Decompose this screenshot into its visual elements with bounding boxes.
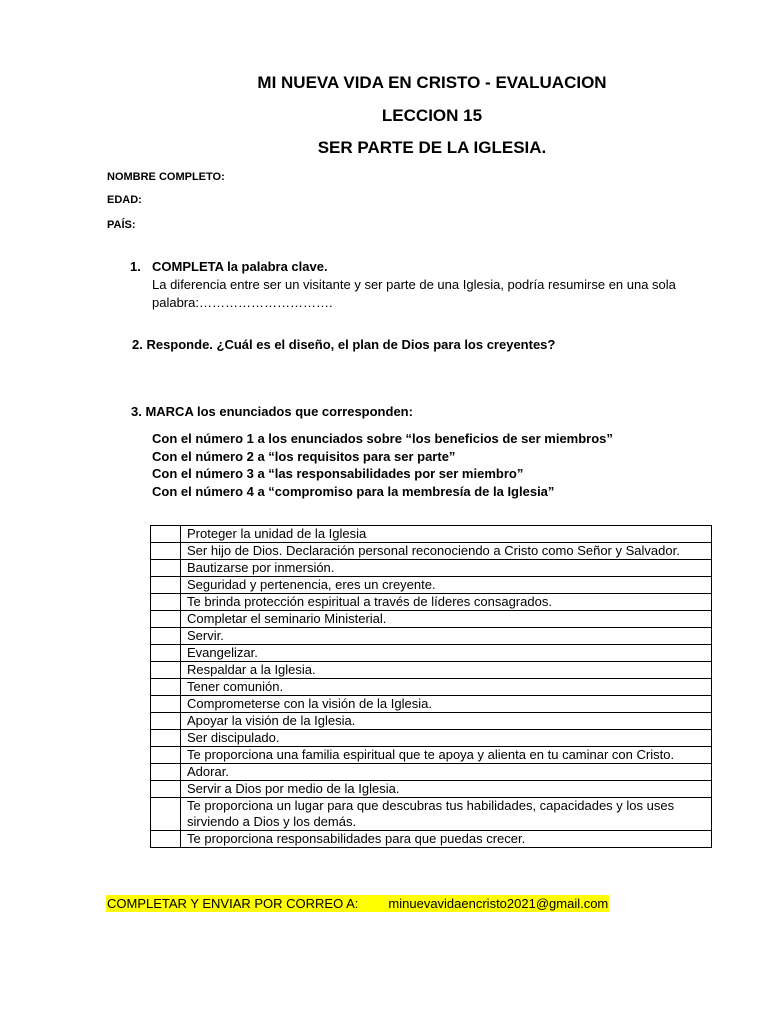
table-row [151,747,712,764]
answer-cell[interactable] [151,577,181,594]
statement-cell: Ser hijo de Dios. Declaración personal reconociendo a Cristo como Señor y Salvador. [181,543,712,560]
table-row [151,764,712,781]
instruction-line: Con el número 4 a “compromiso para la membresía de la Iglesia” [152,483,555,499]
table-row [151,594,712,611]
table-row [151,611,712,628]
table-row [151,628,712,645]
statement-cell: Apoyar la visión de la Iglesia. [181,713,712,730]
lesson-subtitle: SER PARTE DE LA IGLESIA. [317,138,547,157]
statement-cell: Te proporciona un lugar para que descubras tus habilidades, capacidades y los uses sirviendo a Dios y los demás. [181,798,712,831]
table-row [151,781,712,798]
statement-cell: Bautizarse por inmersión. [181,560,712,577]
instruction-line: Con el número 3 a “las responsabilidades por ser miembro” [152,466,524,482]
age-field-label: EDAD: [107,194,142,206]
question-3-heading: 3. MARCA los enunciados que corresponden: [131,404,413,419]
answer-cell[interactable] [151,560,181,577]
table-row [151,831,712,848]
answer-cell[interactable] [151,798,181,831]
submission-label: COMPLETAR Y ENVIAR POR CORREO A: [107,896,359,911]
table-row [151,713,712,730]
statement-cell: Te proporciona responsabilidades para que puedas crecer. [181,831,712,848]
answer-cell[interactable] [151,831,181,848]
table-row [151,696,712,713]
statement-cell: Comprometerse con la visión de la Iglesia. [181,696,712,713]
answer-cell[interactable] [151,781,181,798]
answer-cell[interactable] [151,730,181,747]
lesson-number: LECCION 15 [381,106,483,125]
statements-table [150,525,712,848]
answer-cell[interactable] [151,543,181,560]
answer-cell[interactable] [151,645,181,662]
question-1-number: 1. [130,259,141,274]
statement-cell: Tener comunión. [181,679,712,696]
instruction-line: Con el número 1 a los enunciados sobre “los beneficios de ser miembros” [152,431,613,446]
instruction-line: Con el número 2 a “los requisitos para ser parte” [152,448,456,464]
table-row [151,645,712,662]
statement-cell: Proteger la unidad de la Iglesia [181,526,712,543]
statement-cell: Seguridad y pertenencia, eres un creyente. [181,577,712,594]
table-row [151,730,712,747]
name-field-label: NOMBRE COMPLETO: [107,171,225,183]
table-row [151,662,712,679]
statement-cell: Evangelizar. [181,645,712,662]
table-row [151,543,712,560]
question-1-title: COMPLETA la palabra clave. [152,259,328,274]
country-field-label: PAÍS: [107,219,136,231]
document-title: MI NUEVA VIDA EN CRISTO - EVALUACION [257,73,607,92]
table-row [151,798,712,831]
statement-cell: Adorar. [181,764,712,781]
statement-cell: Ser discipulado. [181,730,712,747]
table-row [151,577,712,594]
statement-cell: Te proporciona una familia espiritual que te apoya y alienta en tu caminar con Cristo. [181,747,712,764]
statement-cell: Respaldar a la Iglesia. [181,662,712,679]
answer-cell[interactable] [151,679,181,696]
table-row [151,679,712,696]
statement-cell: Te brinda protección espiritual a través de líderes consagrados. [181,594,712,611]
table-row [151,560,712,577]
answer-cell[interactable] [151,628,181,645]
answer-cell[interactable] [151,594,181,611]
contact-email[interactable]: minuevavidaencristo2021@gmail.com [388,896,609,911]
answer-cell[interactable] [151,662,181,679]
answer-cell[interactable] [151,747,181,764]
answer-cell[interactable] [151,611,181,628]
statement-cell: Completar el seminario Ministerial. [181,611,712,628]
statement-cell: Servir a Dios por medio de la Iglesia. [181,781,712,798]
question-1-text: La diferencia entre ser un visitante y ser parte de una Iglesia, podría resumirse en una sola palabra:…………………………. [152,277,676,310]
question-1-heading [130,259,328,274]
question-2: 2. Responde. ¿Cuál es el diseño, el plan de Dios para los creyentes? [132,337,556,352]
statement-cell: Servir. [181,628,712,645]
table-row [151,526,712,543]
answer-cell[interactable] [151,526,181,543]
answer-cell[interactable] [151,764,181,781]
question-3-instructions [152,430,613,500]
submission-instructions [106,895,609,912]
answer-cell[interactable] [151,713,181,730]
answer-cell[interactable] [151,696,181,713]
